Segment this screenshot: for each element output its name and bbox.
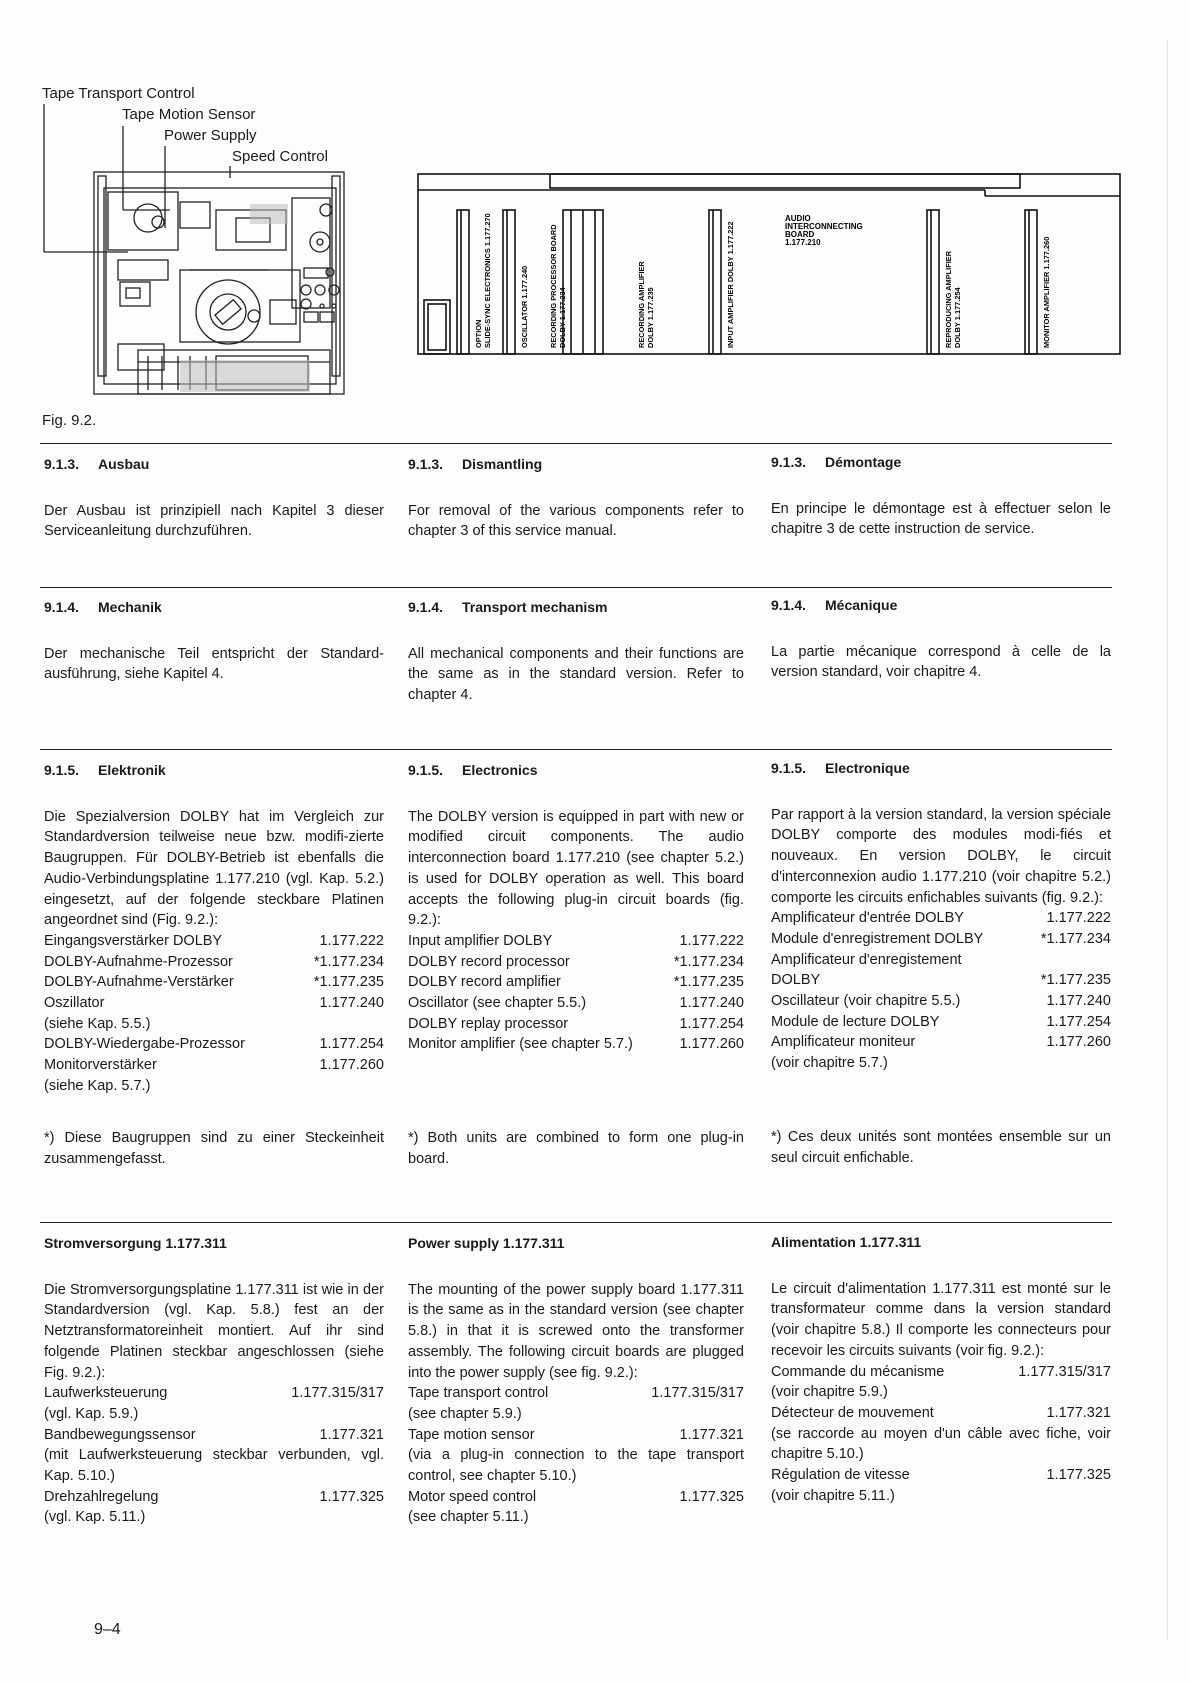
list-item: (se raccorde au moyen d'un câble avec fiche, voir chapitre 5.10.): [771, 1425, 1111, 1463]
section-body: En principe le démontage est à effectuer selon le chapitre 3 de cette instruction de service.: [771, 500, 1111, 538]
section-rule: [40, 1222, 1112, 1223]
section-915-de: [44, 760, 384, 1097]
list-item: Détecteur de mouvement 1.177.321: [771, 1404, 1111, 1421]
section-power-supply-en: [408, 1233, 744, 1528]
section-body: La partie mécanique correspond à celle de la version standard, voir chapitre 4.: [771, 643, 1111, 681]
section-title: Dismantling: [462, 456, 543, 472]
list-item: Drehzahlregelung 1.177.325: [44, 1488, 384, 1505]
section-power-supply-de: [44, 1233, 384, 1528]
section-power-supply-fr: [771, 1232, 1111, 1506]
list-item: Monitorverstärker 1.177.260: [44, 1057, 384, 1074]
list-item: (see chapter 5.9.): [408, 1405, 522, 1422]
section-title: Alimentation 1.177.311: [771, 1234, 922, 1250]
list-item: Oszillator 1.177.240: [44, 995, 384, 1012]
list-item: Amplificateur d'entrée DOLBY 1.177.222: [771, 910, 1111, 927]
list-item: Motor speed control 1.177.325: [408, 1488, 744, 1505]
section-number: 9.1.4.: [771, 597, 807, 613]
section-body: Der mechanische Teil entspricht der Standard-ausführung, siehe Kapitel 4.: [44, 645, 384, 683]
audio-board-label-4: 1.177.210: [785, 238, 821, 247]
list-item: Oscillateur (voir chapitre 5.5.) 1.177.240: [771, 993, 1111, 1010]
section-title: Electronique: [825, 760, 910, 776]
section-913-en: [408, 454, 744, 542]
section-body: For removal of the various components refer to chapter 3 of this service manual.: [408, 502, 744, 540]
slot-label-recording-amplifier: RECORDING AMPLIFIER: [637, 261, 646, 348]
list-item: DOLBY record processor *1.177.234: [408, 953, 744, 970]
section-intro: Par rapport à la version standard, la version spéciale DOLBY comporte des modules modi-fiés et nouveaux. En version DOLBY, le circuit d'interconnexion audio 1.177.210 (voir chapitre 5.2.) comporte les circuits enfichables suivants (fig. 9.2.):: [771, 806, 1111, 906]
section-number: 9.1.3.: [771, 454, 807, 470]
slot-label-recording-processor: RECORDING PROCESSOR BOARD: [549, 224, 558, 348]
section-915-fr: [771, 758, 1111, 1074]
list-item: Input amplifier DOLBY 1.177.222: [408, 932, 744, 949]
list-item: DOLBY-Aufnahme-Verstärker *1.177.235: [44, 974, 384, 991]
section-title: Ausbau: [98, 456, 150, 472]
list-item: DOLBY *1.177.235: [771, 972, 1111, 989]
section-rule: [40, 443, 1112, 444]
audio-interconnecting-board-drawing: [415, 170, 1127, 358]
section-title: Mécanique: [825, 597, 898, 613]
list-item: Amplificateur moniteur 1.177.260: [771, 1034, 1111, 1051]
footnote-fr: *) Ces deux unités sont montées ensemble sur un seul circuit enfichable.: [771, 1129, 1111, 1166]
slot-label-reproducing-amplifier-dolby: DOLBY 1.177.254: [953, 287, 962, 348]
list-item: Module d'enregistrement DOLBY *1.177.234: [771, 930, 1111, 947]
list-item: Tape transport control 1.177.315/317: [408, 1385, 744, 1402]
section-914-de: [44, 597, 384, 685]
list-item: (voir chapitre 5.9.): [771, 1384, 888, 1401]
page-number: 9–4: [94, 1621, 121, 1638]
section-number: 9.1.3.: [44, 456, 80, 472]
list-item: DOLBY-Aufnahme-Prozessor *1.177.234: [44, 953, 384, 970]
list-item: (mit Laufwerksteuerung steckbar verbunden, vgl. Kap. 5.10.): [44, 1447, 384, 1485]
footnote-en: *) Both units are combined to form one plug-in board.: [408, 1130, 744, 1167]
chassis-drawing: [40, 100, 350, 400]
list-item: (vgl. Kap. 5.9.): [44, 1405, 139, 1422]
slot-label-slide-sync: SLIDE-SYNC ELECTRONICS 1.177.270: [483, 213, 492, 348]
list-item: Module de lecture DOLBY 1.177.254: [771, 1013, 1111, 1030]
section-number: 9.1.3.: [408, 456, 444, 472]
audio-board-label-2: INTERCONNECTING: [785, 222, 863, 231]
slot-label-monitor-amplifier: MONITOR AMPLIFIER 1.177.260: [1042, 236, 1051, 348]
list-item: (via a plug-in connection to the tape transport control, see chapter 5.10.): [408, 1447, 744, 1485]
list-item: Laufwerksteuerung 1.177.315/317: [44, 1385, 384, 1402]
section-intro: The DOLBY version is equipped in part with new or modified circuit components. The audio interconnection board 1.177.210 (see chapter 5.2.) is used for DOLBY operation as well. This board accepts the following plug-in circuit boards (fig. 9.2.):: [408, 808, 744, 929]
section-914-fr: [771, 595, 1111, 683]
section-intro: The mounting of the power supply board 1.177.311 is the same as in the standard version (see chapter 5.8.) in that it is screwed onto the transformer assembly. The following circuit boards are plugged into the power supply (see fig. 9.2.):: [408, 1281, 744, 1381]
callout-power-supply: Power Supply: [164, 127, 257, 144]
list-item: Monitor amplifier (see chapter 5.7.) 1.177.260: [408, 1036, 744, 1053]
section-913-de: [44, 454, 384, 542]
section-body: All mechanical components and their functions are the same as in the standard version. Refer to chapter 4.: [408, 645, 744, 704]
slot-label-option: OPTION: [474, 319, 483, 348]
section-intro: Le circuit d'alimentation 1.177.311 est monté sur le transformateur comme dans la version standard (voir chapitre 5.8.) Il comporte les connecteurs pour recevoir les circuits suivants (voir fig. 9.2.):: [771, 1280, 1111, 1359]
slot-label-oscillator: OSCILLATOR 1.177.240: [520, 265, 529, 348]
section-title: Mechanik: [98, 599, 162, 615]
slot-label-recording-amplifier-dolby: DOLBY 1.177.235: [646, 287, 655, 348]
footnote-de: *) Diese Baugruppen sind zu einer Steckeinheit zusammengefasst.: [44, 1130, 384, 1167]
section-915-en: [408, 760, 744, 1055]
list-item: Régulation de vitesse 1.177.325: [771, 1467, 1111, 1484]
section-body: Der Ausbau ist prinzipiell nach Kapitel 3 dieser Serviceanleitung durchzuführen.: [44, 502, 384, 540]
callout-tape-transport-control: Tape Transport Control: [42, 85, 195, 102]
section-rule: [40, 587, 1112, 588]
section-title: Power supply 1.177.311: [408, 1235, 565, 1251]
audio-board-label-3: BOARD: [785, 230, 815, 239]
list-item: (siehe Kap. 5.7.): [44, 1077, 151, 1094]
list-item: Oscillator (see chapter 5.5.) 1.177.240: [408, 995, 744, 1012]
section-title: Démontage: [825, 454, 902, 470]
section-number: 9.1.4.: [44, 599, 80, 615]
section-number: 9.1.4.: [408, 599, 444, 615]
slot-label-reproducing-amplifier: REPRODUCING AMPLIFIER: [944, 250, 953, 348]
list-item: Tape motion sensor 1.177.321: [408, 1426, 744, 1443]
section-title: Electronics: [462, 762, 538, 778]
list-item: (see chapter 5.11.): [408, 1509, 529, 1526]
list-item: DOLBY-Wiedergabe-Prozessor 1.177.254: [44, 1036, 384, 1053]
list-item: (siehe Kap. 5.5.): [44, 1015, 151, 1032]
section-title: Elektronik: [98, 762, 166, 778]
section-number: 9.1.5.: [771, 760, 807, 776]
section-913-fr: [771, 452, 1111, 540]
list-item: Bandbewegungssensor 1.177.321: [44, 1426, 384, 1443]
audio-board-label-1: AUDIO: [785, 214, 811, 223]
section-title: Stromversorgung 1.177.311: [44, 1235, 227, 1251]
scan-edge: [1167, 40, 1168, 1640]
list-item: DOLBY replay processor 1.177.254: [408, 1015, 744, 1032]
section-intro: Die Stromversorgungsplatine 1.177.311 ist wie in der Standardversion (vgl. Kap. 5.8.) fest an der Netztransformatoreinheit montiert. Auf ihr sind folgende Platinen steckbar angeschlossen (siehe Fig. 9.2.):: [44, 1281, 384, 1381]
callout-speed-control: Speed Control: [232, 148, 328, 165]
section-number: 9.1.5.: [408, 762, 444, 778]
section-number: 9.1.5.: [44, 762, 80, 778]
list-item: Amplificateur d'enregistement: [771, 951, 962, 968]
slot-label-input-amplifier: INPUT AMPLIFIER DOLBY 1.177.222: [726, 221, 735, 348]
section-rule: [40, 749, 1112, 750]
section-intro: Die Spezialversion DOLBY hat im Vergleich zur Standardversion teilweise neue bzw. modifi-zierte Baugruppen. Für DOLBY-Betrieb ist ebenfalls die Audio-Verbindungsplatine 1.177.210 (vgl. Kap. 5.2.) eingesetzt, auf der folgende steckbare Platinen angeordnet sind (Fig. 9.2.):: [44, 808, 384, 929]
list-item: (voir chapitre 5.7.): [771, 1055, 888, 1072]
slot-label-recording-processor-dolby: DOLBY 1.177.234: [558, 287, 567, 348]
list-item: Eingangsverstärker DOLBY 1.177.222: [44, 932, 384, 949]
figure-caption: Fig. 9.2.: [42, 412, 97, 429]
section-914-en: [408, 597, 744, 706]
list-item: (vgl. Kap. 5.11.): [44, 1509, 146, 1526]
list-item: (voir chapitre 5.11.): [771, 1487, 895, 1504]
callout-tape-motion-sensor: Tape Motion Sensor: [122, 106, 256, 123]
list-item: Commande du mécanisme 1.177.315/317: [771, 1363, 1111, 1380]
list-item: DOLBY record amplifier *1.177.235: [408, 974, 744, 991]
section-title: Transport mechanism: [462, 599, 608, 615]
